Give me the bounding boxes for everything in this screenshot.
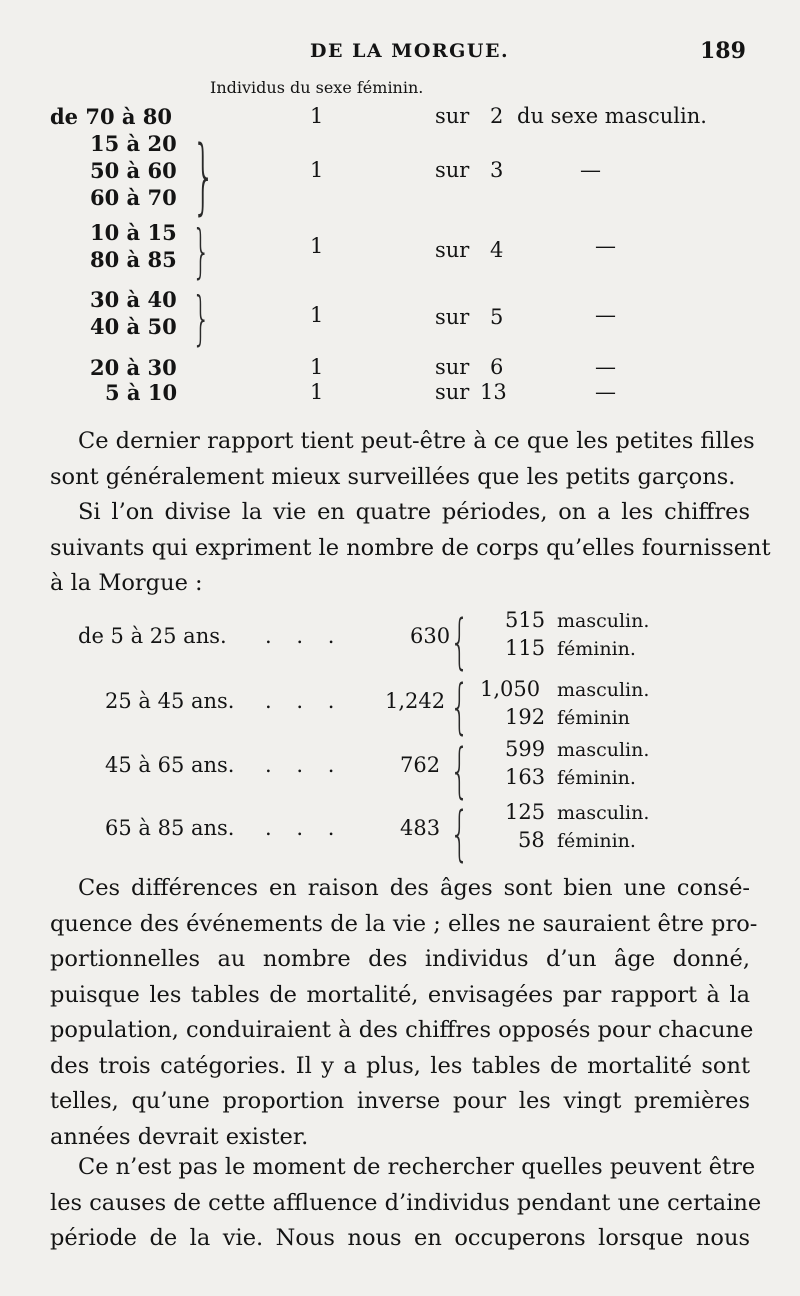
ratio-note: —	[595, 234, 616, 258]
feminin-count: 163	[505, 765, 546, 789]
ratio-value: 13	[480, 380, 507, 404]
text-line: quence des événements de la vie ; elles ne sauraient être pro-	[50, 910, 758, 937]
masculin-count: 125	[505, 800, 546, 824]
masculin-label: masculin.	[557, 679, 650, 701]
ratio-note: —	[580, 158, 601, 182]
text-line: Ce dernier rapport tient peut-être à ce que les petites filles	[78, 428, 755, 454]
text-line: puisque les tables de mortalité, envisagées par rapport à la	[50, 981, 750, 1008]
text-line: portionnelles au nombre des individus d’un âge donné,	[50, 946, 750, 972]
masculin-label: masculin.	[557, 802, 650, 824]
text-line: Ces différences en raison des âges sont bien une consé-	[78, 875, 750, 901]
period-row	[0, 799, 800, 869]
text-line: suivants qui expriment le nombre de corps qu’elles fournissent	[50, 534, 771, 561]
table-row	[0, 104, 800, 134]
ratio-value: 3	[490, 158, 504, 182]
text-line: Si l’on divise la vie en quatre périodes, on a les chiffres	[78, 499, 750, 525]
age-range: 50 à 60	[90, 158, 177, 183]
feminin-count: 192	[505, 705, 546, 729]
text-line: population, conduiraient à des chiffres opposés pour chacune	[50, 1017, 754, 1043]
period-total: 762	[400, 753, 441, 777]
masculin-label: masculin.	[557, 610, 650, 632]
ratio-note: —	[595, 303, 616, 327]
text-line: sont généralement mieux surveillées que les petits garçons.	[50, 463, 736, 490]
table-row	[0, 284, 800, 352]
brace: {	[450, 799, 470, 869]
brace: {	[450, 672, 470, 742]
sur-label: sur	[435, 380, 470, 404]
text-line: années devrait exister.	[50, 1123, 309, 1150]
period-total: 483	[400, 816, 441, 840]
ratio-one: 1	[310, 158, 324, 182]
masculin-count: 1,050	[480, 677, 541, 701]
ratio-value: 2	[490, 104, 504, 128]
sur-label: sur	[435, 355, 470, 379]
ratio-note: —	[595, 380, 616, 404]
masculin-count: 515	[505, 608, 546, 632]
period-label: 25 à 45 ans.	[105, 689, 235, 713]
period-dots: . . .	[265, 689, 344, 713]
text-line: période de la vie. Nous nous en occuperons lorsque nous	[50, 1225, 750, 1251]
table-row	[0, 380, 800, 410]
age-range: 5 à 10	[105, 380, 178, 405]
sur-label: sur	[435, 158, 470, 182]
ratio-one: 1	[310, 355, 324, 379]
paragraph	[50, 871, 758, 1155]
page-number: 189	[700, 38, 746, 64]
age-range: 80 à 85	[90, 247, 177, 272]
period-total: 630	[410, 624, 451, 648]
feminin-label: féminin	[557, 707, 630, 729]
period-total: 1,242	[385, 689, 446, 713]
sur-label: sur	[435, 104, 470, 128]
ratio-note: du sexe masculin.	[517, 104, 707, 128]
ratio-one: 1	[310, 104, 324, 128]
age-range: 20 à 30	[90, 355, 177, 380]
period-label: de 5 à 25 ans.	[78, 624, 227, 648]
text-line: les causes de cette affluence d’individus pendant une certaine	[50, 1189, 762, 1216]
table-row	[0, 129, 800, 224]
period-label: 65 à 85 ans.	[105, 816, 235, 840]
brace: {	[450, 607, 470, 677]
feminin-label: féminin.	[557, 638, 636, 660]
ratio-value: 6	[490, 355, 504, 379]
sur-label: sur	[435, 305, 470, 329]
brace: }	[192, 284, 211, 352]
feminin-label: féminin.	[557, 830, 636, 852]
ratio-one: 1	[310, 234, 324, 258]
text-line: telles, qu’une proportion inverse pour les vingt premières	[50, 1088, 750, 1114]
masculin-count: 599	[505, 737, 546, 761]
period-dots: . . .	[265, 816, 344, 840]
text-line: Ce n’est pas le moment de rechercher quelles peuvent être	[78, 1154, 756, 1180]
age-range: 15 à 20	[90, 131, 177, 156]
period-dots: . . .	[265, 753, 344, 777]
brace: }	[192, 129, 216, 224]
period-row	[0, 607, 800, 677]
age-range: 10 à 15	[90, 220, 177, 245]
ratio-one: 1	[310, 380, 324, 404]
paragraph	[50, 495, 771, 602]
age-range: 40 à 50	[90, 314, 177, 339]
age-range: 60 à 70	[90, 185, 177, 210]
running-header-title: DE LA MORGUE.	[310, 40, 510, 62]
feminin-label: féminin.	[557, 767, 636, 789]
age-range: de 70 à 80	[50, 104, 173, 129]
ratio-value: 5	[490, 305, 504, 329]
period-row	[0, 736, 800, 806]
sur-label: sur	[435, 238, 470, 262]
ratio-one: 1	[310, 303, 324, 327]
paragraph	[50, 1150, 762, 1257]
ratio-note: —	[595, 355, 616, 379]
period-row	[0, 672, 800, 742]
period-label: 45 à 65 ans.	[105, 753, 235, 777]
paragraph	[50, 424, 755, 495]
ratio-value: 4	[490, 238, 504, 262]
brace: }	[192, 217, 211, 285]
feminin-count: 115	[505, 636, 546, 660]
table-subheading: Individus du sexe féminin.	[210, 78, 424, 97]
age-range: 30 à 40	[90, 287, 177, 312]
text-line: des trois catégories. Il y a plus, les tables de mortalité sont	[50, 1052, 750, 1079]
period-dots: . . .	[265, 624, 344, 648]
text-line: à la Morgue :	[50, 570, 203, 596]
brace: {	[450, 736, 470, 806]
masculin-label: masculin.	[557, 739, 650, 761]
feminin-count: 58	[518, 828, 545, 852]
table-row	[0, 217, 800, 285]
